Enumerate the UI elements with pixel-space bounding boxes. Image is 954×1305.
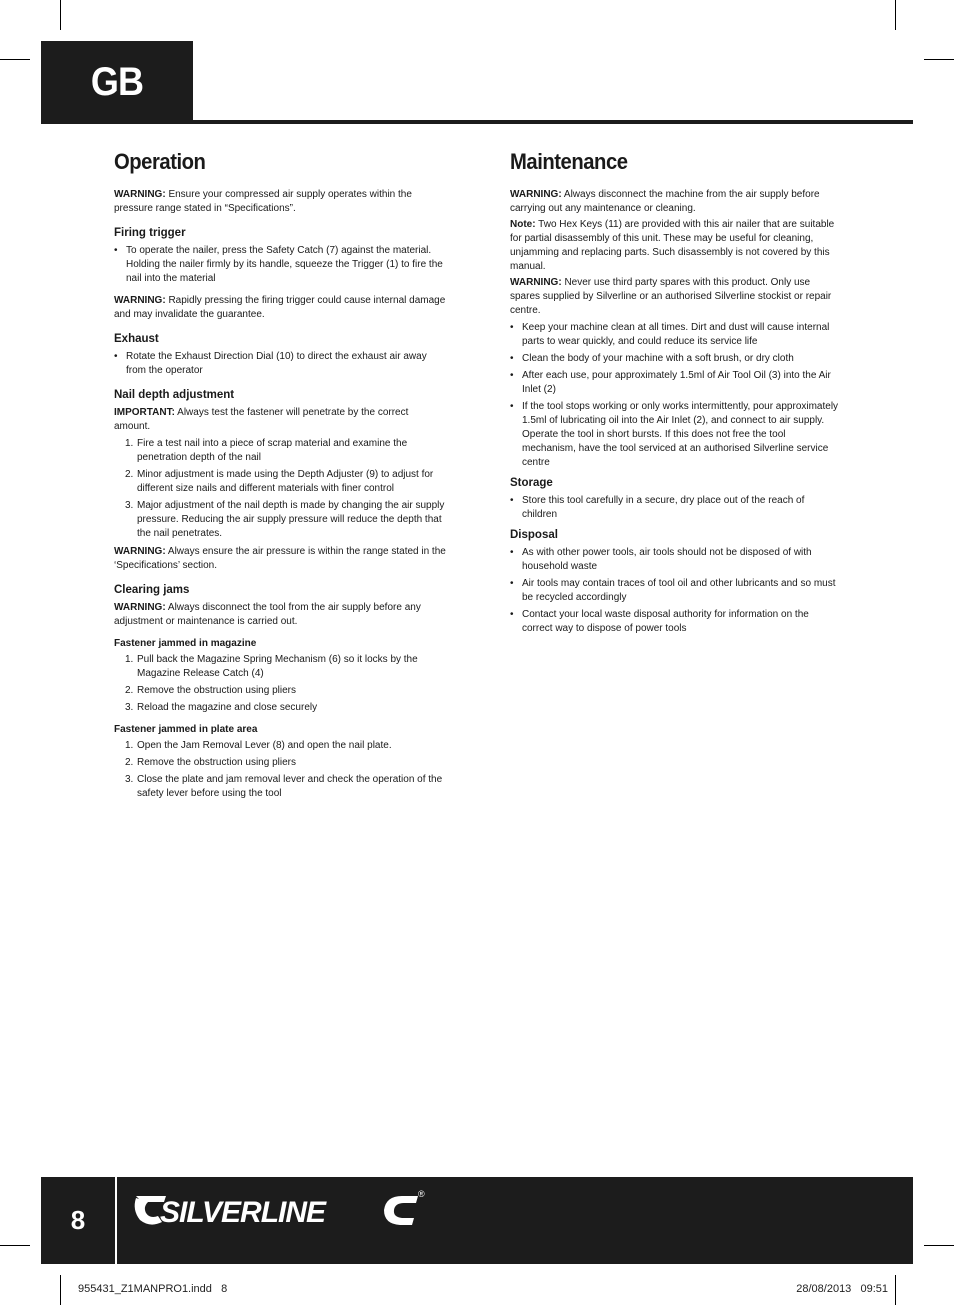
language-tab (41, 41, 193, 124)
crop-mark (60, 1275, 61, 1305)
list-item: • As with other power tools, air tools should not be disposed of with household waste (510, 546, 840, 574)
magazine-jam-heading: Fastener jammed in magazine (114, 638, 257, 649)
list-item: • Clean the body of your machine with a soft brush, or dry cloth (510, 352, 840, 366)
maintenance-list (510, 321, 840, 470)
firing-trigger-heading: Firing trigger (114, 227, 186, 239)
maintenance-warning-2: WARNING: Never use third party spares with this product. Only use spares supplied by Silverline or an authorised Silverline stockist or repair centre. (510, 277, 832, 316)
maintenance-section (510, 148, 840, 644)
plate-jam-steps (114, 739, 446, 801)
list-item: 1. Pull back the Magazine Spring Mechanism (6) so it locks by the Magazine Release Catch (4) (125, 654, 418, 679)
list-item: • Keep your machine clean at all times. Dirt and dust will cause internal parts to wear quickly, and could reduce its service life (510, 321, 840, 349)
crop-mark (895, 1275, 896, 1305)
crop-mark (924, 1245, 954, 1246)
registered-mark: ® (418, 1189, 425, 1199)
plate-jam-heading: Fastener jammed in plate area (114, 724, 258, 735)
list-item: 3. Close the plate and jam removal lever and check the operation of the safety lever before using the tool (125, 774, 443, 799)
list-item: 1. Open the Jam Removal Lever (8) and open the nail plate. (125, 740, 392, 751)
list-item: 2. Minor adjustment is made using the Depth Adjuster (9) to adjust for different size nails and different materials with finer control (125, 469, 434, 494)
list-item: 1. Fire a test nail into a piece of scrap material and examine the penetration depth of the nail (125, 438, 408, 463)
print-slug-date: 28/08/2013 09:51 (796, 1283, 888, 1295)
storage-heading: Storage (510, 477, 553, 489)
list-item: • Air tools may contain traces of tool oil and other lubricants and so must be recycled accordingly (510, 577, 840, 605)
storage-list (510, 494, 840, 522)
list-item: 2. Remove the obstruction using pliers (125, 757, 296, 768)
nail-depth-important: IMPORTANT: Always test the fastener will penetrate by the correct amount. (114, 407, 409, 432)
firing-trigger-warning: WARNING: Rapidly pressing the firing trigger could cause internal damage and may invalidate the guarantee. (114, 295, 446, 320)
header-rule (41, 120, 913, 124)
clearing-jams-warning: WARNING: Always disconnect the tool from the air supply before any adjustment or maintenance is carried out. (114, 602, 421, 627)
brand-wordmark: SILVERLINE (160, 1196, 326, 1229)
disposal-heading: Disposal (510, 529, 558, 541)
operation-intro-warning: WARNING: Ensure your compressed air supply operates within the pressure range stated in “Specifications”. (114, 189, 412, 214)
list-item: • After each use, pour approximately 1.5ml of Air Tool Oil (3) into the Air Inlet (2) (510, 369, 840, 397)
crop-mark (0, 59, 30, 60)
list-item: • Contact your local waste disposal authority for information on the correct way to dispose of power tools (510, 608, 840, 636)
maintenance-title: Maintenance (510, 149, 628, 174)
list-item: 3. Major adjustment of the nail depth is made by changing the air supply pressure. Reducing the air supply pressure will reduce the depth that the nail penetrates. (125, 500, 445, 539)
page-number: 8 (70, 1205, 86, 1235)
crop-mark (60, 0, 61, 30)
footer-divider (115, 1177, 117, 1264)
nail-depth-heading: Nail depth adjustment (114, 389, 235, 401)
spanner-right-icon (384, 1196, 418, 1225)
nail-depth-warning: WARNING: Always ensure the air pressure is within the range stated in the ‘Specifications’ section. (114, 546, 446, 571)
list-item: • Store this tool carefully in a secure, dry place out of the reach of children (510, 494, 840, 522)
crop-mark (895, 0, 896, 30)
disposal-list (510, 546, 840, 636)
clearing-jams-heading: Clearing jams (114, 584, 190, 596)
maintenance-warning-1: WARNING: Always disconnect the machine from the air supply before carrying out any maintenance or cleaning. (510, 189, 820, 214)
crop-mark (924, 59, 954, 60)
crop-mark (0, 1245, 30, 1246)
list-item: 3. Reload the magazine and close securely (125, 702, 318, 713)
list-item: 2. Remove the obstruction using pliers (125, 685, 296, 696)
list-item: • If the tool stops working or only works intermittently, pour approximately 1.5ml of lubricating oil into the Air Inlet (2), and connect to air supply. Operate the tool in short bursts. If this does not free the tool mechanism, have the tool serviced at an authorised Silverline service centre (510, 400, 840, 470)
exhaust-list (114, 350, 446, 378)
operation-title: Operation (114, 149, 206, 174)
magazine-jam-steps (114, 653, 446, 715)
silverline-logo (130, 1186, 430, 1234)
list-item: • Rotate the Exhaust Direction Dial (10) to direct the exhaust air away from the operator (114, 350, 446, 378)
print-slug-file: 955431_Z1MANPRO1.indd 8 (78, 1283, 228, 1295)
language-code: GB (90, 60, 144, 104)
exhaust-heading: Exhaust (114, 333, 159, 345)
list-item: • To operate the nailer, press the Safety Catch (7) against the material. Holding the nailer firmly by its handle, squeeze the Trigger (1) to fire the nail into the material (114, 244, 446, 286)
operation-section (114, 148, 446, 805)
firing-trigger-list (114, 244, 446, 286)
nail-depth-steps (114, 437, 446, 541)
maintenance-note: Note: Two Hex Keys (11) are provided with this air nailer that are suitable for partial disassembly of this unit. These may be useful for cleaning, unjamming and replacing parts. Such disassembly is not covered by this manual. (510, 219, 835, 272)
